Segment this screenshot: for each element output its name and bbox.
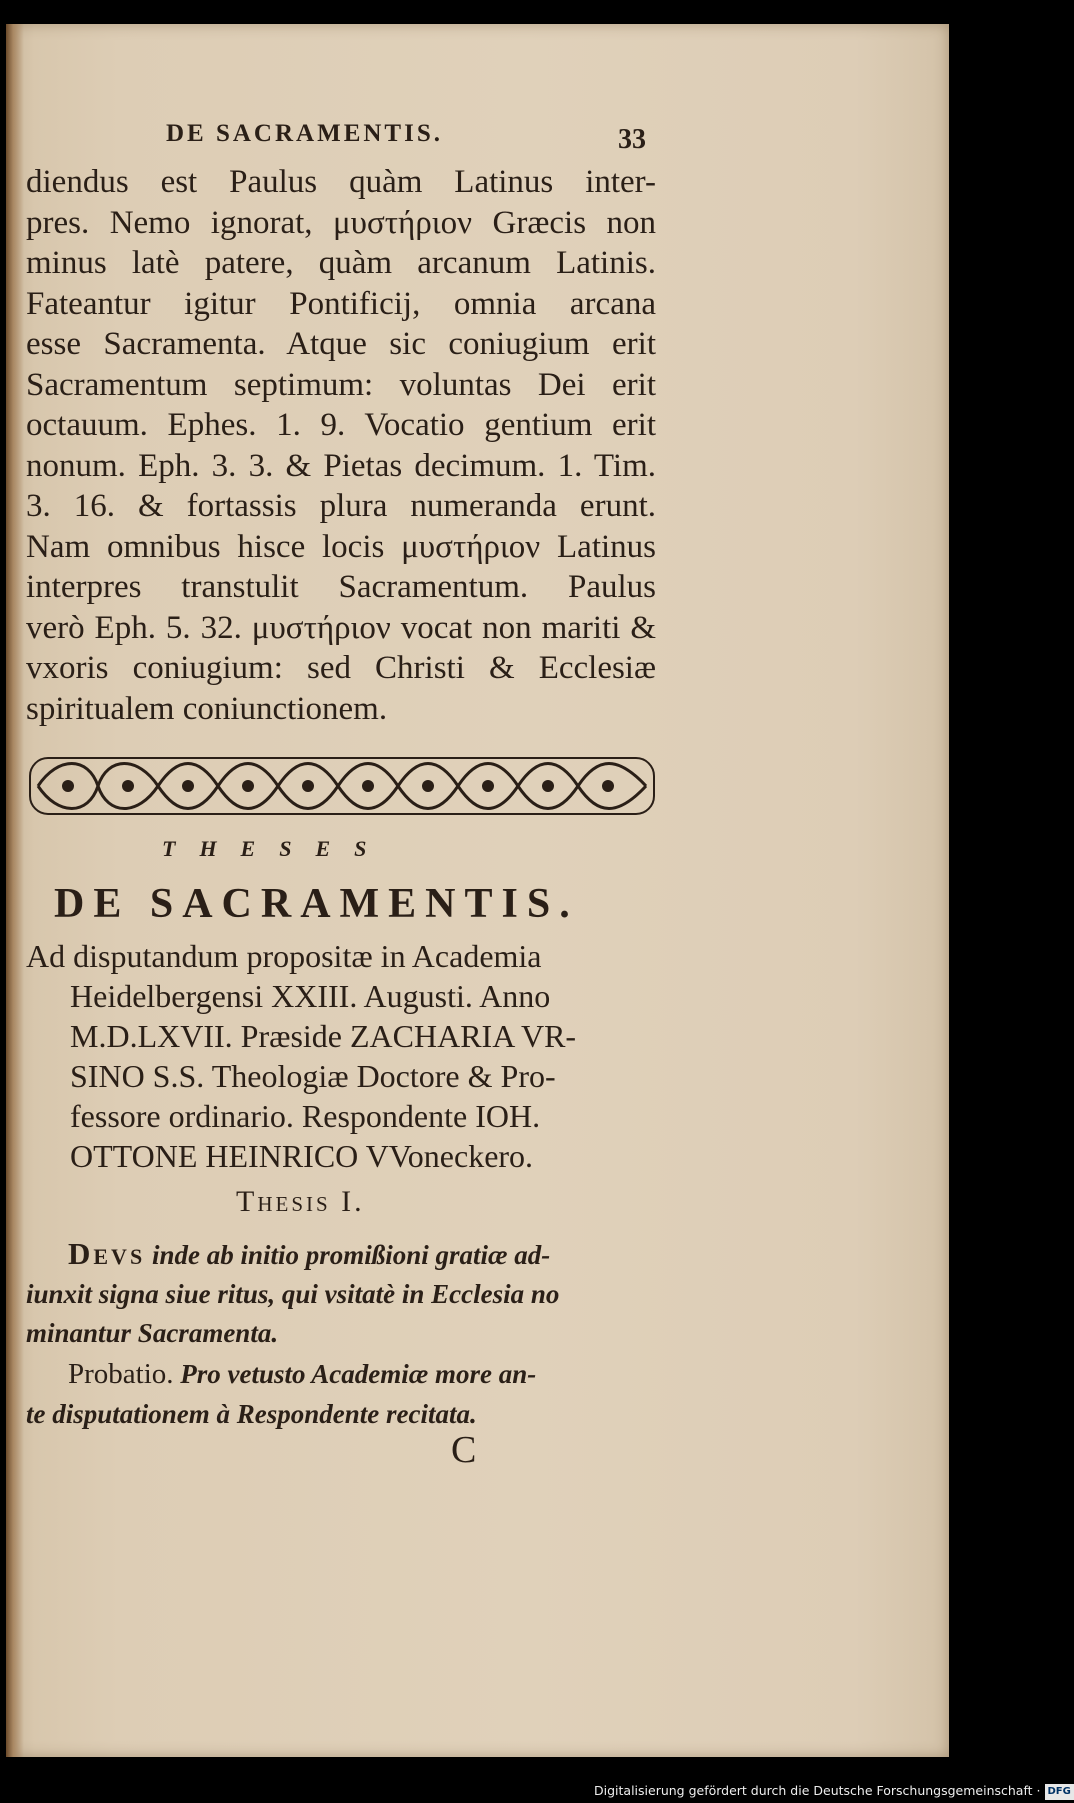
section-title: DE SACRAMENTIS. xyxy=(54,881,579,927)
page-number: 33 xyxy=(618,124,646,155)
intro-line: Heidelbergensi XXIII. Augusti. Anno xyxy=(70,978,551,1014)
digitization-credit xyxy=(594,1779,1071,1803)
decorative-ornament-band xyxy=(28,752,656,820)
thesis-line-text: inde ab initio promißioni gratiæ ad- xyxy=(145,1240,551,1270)
body-line: Sacramentum septimum: voluntas Dei erit xyxy=(26,366,656,403)
body-line: nonum. Eph. 3. 3. & Pietas decimum. 1. Tim. xyxy=(26,447,656,484)
probatio-label: Probatio. xyxy=(68,1358,174,1390)
intro-line: fessore ordinario. Respondente IOH. xyxy=(70,1098,541,1134)
body-line: esse Sacramenta. Atque sic coniugium erit xyxy=(26,326,656,362)
thesis-heading: Thesis I. xyxy=(236,1185,365,1218)
running-title: DE SACRAMENTIS. xyxy=(166,120,443,147)
body-line: octauum. Ephes. 1. 9. Vocatio gentium erit xyxy=(26,407,656,443)
body-line: interpres transtulit Sacramentum. Paulus xyxy=(26,569,656,605)
probatio-line-text: te disputationem à Respondente recitata. xyxy=(26,1399,477,1429)
intro-line: M.D.LXVII. Præside ZACHARIA VR- xyxy=(70,1018,577,1054)
intro-line: OTTONE HEINRICO VVoneckero. xyxy=(70,1138,534,1174)
footer-text: Digitalisierung gefördert durch die Deutsche Forschungsgemeinschaft · xyxy=(594,1783,1041,1798)
probatio-line xyxy=(26,1394,651,1434)
dfg-logo: DFG xyxy=(1045,1784,1074,1800)
thesis-line: minantur Sacramenta. xyxy=(26,1318,279,1348)
body-line: verò Eph. 5. 32. μυστήριον vocat non mariti & xyxy=(26,609,656,646)
body-line: minus latè patere, quàm arcanum Latinis. xyxy=(26,245,656,281)
intro-line: SINO S.S. Theologiæ Doctore & Pro- xyxy=(70,1058,556,1094)
body-line: pres. Nemo ignorat, μυστήριον Græcis non xyxy=(26,204,656,241)
thesis-line: iunxit signa siue ritus, qui vsitatè in Ecclesia no xyxy=(26,1279,560,1309)
probatio-text xyxy=(26,1354,651,1434)
thesis-dropcap: Devs xyxy=(68,1236,146,1271)
body-line: Fateantur igitur Pontificij, omnia arcana xyxy=(26,285,656,322)
probatio-line xyxy=(26,1354,651,1394)
body-line: Nam omnibus hisce locis μυστήριον Latinus xyxy=(26,528,656,565)
signature-mark: C xyxy=(451,1429,477,1471)
disputation-intro xyxy=(26,936,646,1176)
body-line: vxoris coniugium: sed Christi & Ecclesiæ xyxy=(26,650,656,686)
body-line: 3. 16. & fortassis plura numeranda erunt. xyxy=(26,488,656,524)
body-line: diendus est Paulus quàm Latinus inter- xyxy=(26,164,656,200)
thesis-line xyxy=(26,1234,651,1275)
book-page xyxy=(6,24,949,1757)
probatio-line-text: Pro vetusto Academiæ more an- xyxy=(173,1359,537,1389)
theses-kicker: THESES xyxy=(162,836,391,861)
thesis-text xyxy=(26,1234,651,1353)
intro-line: Ad disputandum propositæ in Academia xyxy=(26,938,542,974)
body-line: spiritualem coniunctionem. xyxy=(26,690,388,727)
body-text xyxy=(26,162,656,729)
